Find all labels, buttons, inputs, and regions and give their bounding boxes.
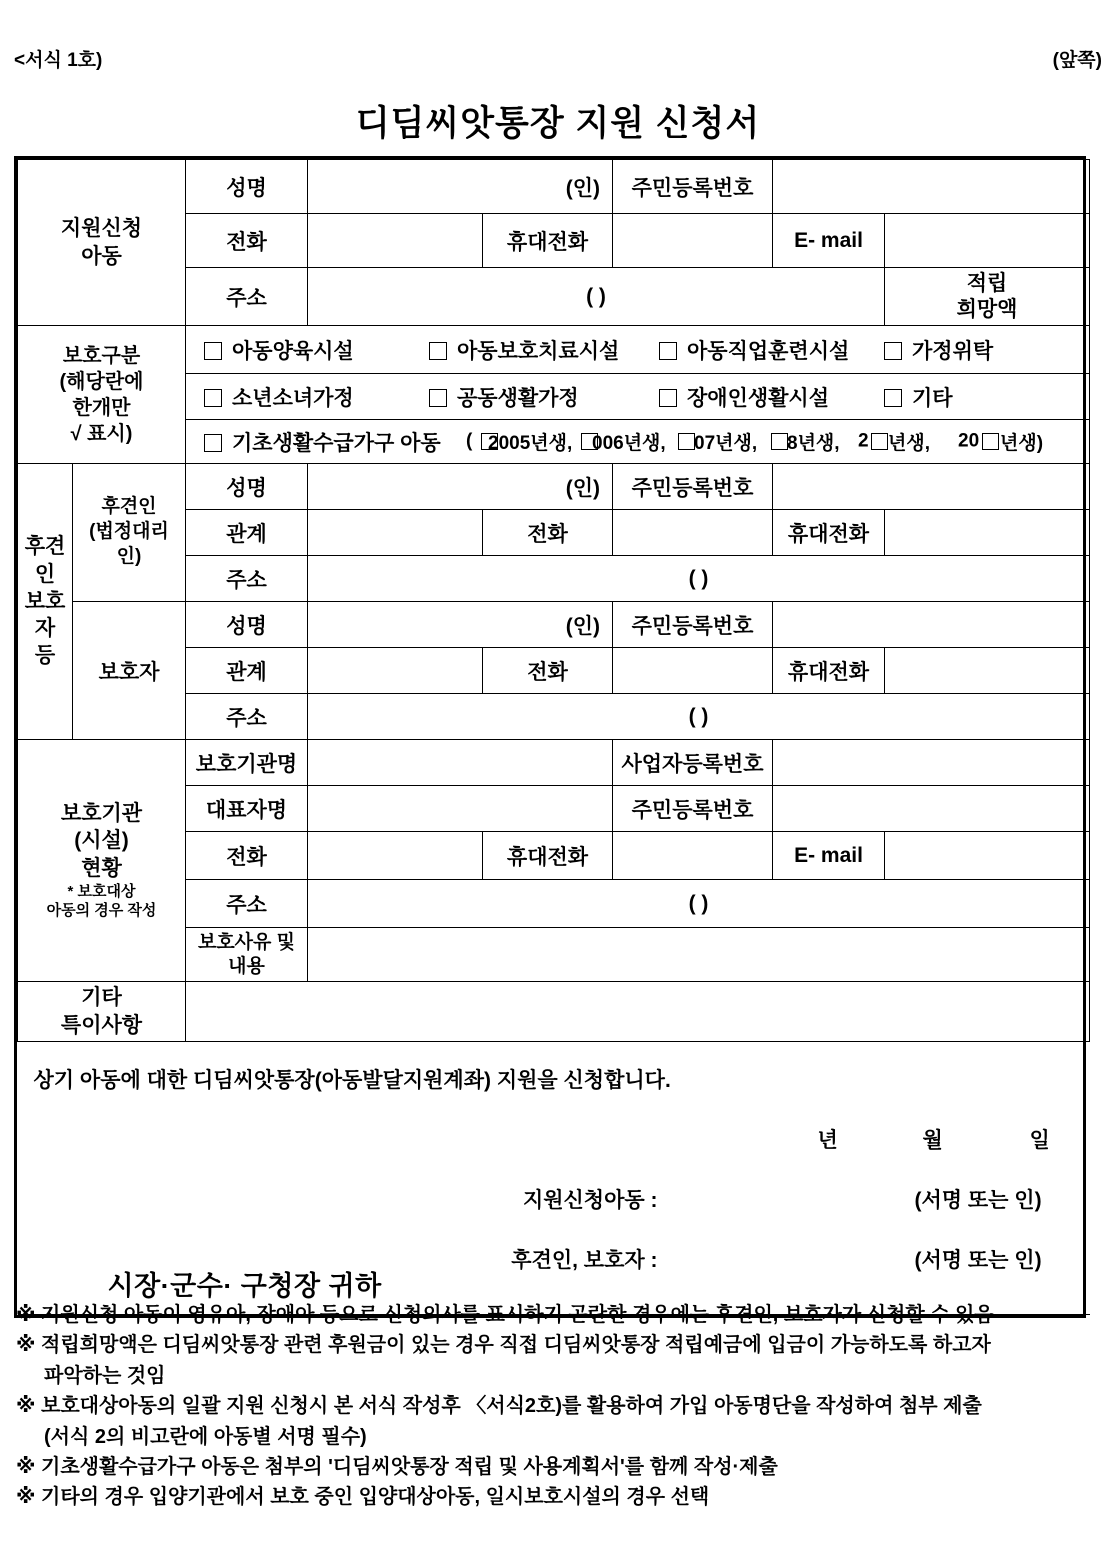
guardian-signature-note: (서명 또는 인) xyxy=(914,1249,1042,1272)
year-label-2005: 2005년생, xyxy=(488,433,573,454)
guardian-name-row xyxy=(18,464,1090,510)
checkbox-icon[interactable] xyxy=(204,389,222,407)
year-open-paren: ( xyxy=(466,430,473,452)
applicant-email-value[interactable] xyxy=(885,214,1090,268)
other-notes-label xyxy=(18,982,186,1042)
institution-name-value[interactable] xyxy=(308,740,613,786)
institution-reason-label xyxy=(186,928,308,982)
care-option-basic-livelihood-household[interactable] xyxy=(204,427,441,457)
declaration-recipient: 시장·군수· 구청장 귀하 xyxy=(107,1271,382,1301)
applicant-name-seal: (인) xyxy=(565,176,600,200)
institution-name-row xyxy=(18,740,1090,786)
year-label-2010: 년생) xyxy=(1000,433,1044,454)
guardian-name-label: 성명 xyxy=(186,464,308,510)
footnote-line: ※ 지원신청 아동이 영유아, 장애아 등으로 신청의사를 표시하기 곤란한 경우에는 후견인, 보호자가 신청할 수 있음 xyxy=(16,1304,994,1326)
other-notes-label-line2: 특이사항 xyxy=(60,1013,143,1037)
applicant-section-label-line2: 아동 xyxy=(81,244,122,268)
guardian-section-label xyxy=(18,464,73,740)
checkbox-icon-year-2010[interactable] xyxy=(982,433,999,450)
guardian-rrn-label: 주민등록번호 xyxy=(613,464,773,510)
footnotes xyxy=(16,1300,1102,1513)
guardian-section-label-line2: 보호자 xyxy=(24,589,66,641)
care-type-row1-items xyxy=(186,326,1089,373)
checkbox-icon-year-2007[interactable] xyxy=(678,433,695,450)
applicant-address-label: 주소 xyxy=(186,268,308,326)
year-label-2007: 07년생, xyxy=(694,433,758,454)
protector-mobile-value[interactable] xyxy=(885,648,1090,694)
checkbox-icon[interactable] xyxy=(884,342,902,360)
protector-name-row xyxy=(18,602,1090,648)
guardian-section-label-line3: 등 xyxy=(34,644,56,668)
form-number-tag: <서식 1호) xyxy=(14,50,103,71)
care-type-label-line4: √ 표시) xyxy=(70,422,133,445)
protector-phone-value[interactable] xyxy=(613,648,773,694)
page-side-tag: (앞쪽) xyxy=(1052,50,1102,71)
protector-address-value[interactable] xyxy=(308,694,1090,740)
footnote-line: (서식 2의 비고란에 아동별 서명 필수) xyxy=(44,1425,367,1448)
page-title: 디딤씨앗통장 지원 신청서 xyxy=(355,104,761,143)
protector-name-seal: (인) xyxy=(565,614,600,638)
care-type-section-label xyxy=(18,326,186,464)
applicant-mobile-value[interactable] xyxy=(613,214,773,268)
institution-email-value[interactable] xyxy=(885,832,1090,880)
institution-rep-value[interactable] xyxy=(308,786,613,832)
protector-name-label: 성명 xyxy=(186,602,308,648)
year-prefix-2010: 20 xyxy=(958,430,980,452)
care-type-options-row-1 xyxy=(186,326,1090,374)
checkbox-icon[interactable] xyxy=(204,434,222,452)
guardian-relation-label: 관계 xyxy=(186,510,308,556)
care-type-row2-items xyxy=(186,374,1089,419)
checkbox-icon-year-2008[interactable] xyxy=(771,433,788,450)
checkbox-icon[interactable] xyxy=(429,342,447,360)
guardian-sub-label-line1: 후견인 xyxy=(101,496,157,518)
protector-phone-label: 전화 xyxy=(483,648,613,694)
applicant-section-label-line1: 지원신청 xyxy=(60,217,143,241)
institution-reason-value[interactable] xyxy=(308,928,1090,982)
institution-note-line2: 아동의 경우 작성 xyxy=(46,902,157,920)
applicant-signature-label: 지원신청아동 : xyxy=(522,1189,658,1212)
year-prefix-2009: 2 xyxy=(858,430,869,452)
guardian-name-value[interactable] xyxy=(308,464,613,510)
institution-note-line1: * 보호대상 xyxy=(67,882,136,900)
applicant-mobile-label: 휴대전화 xyxy=(483,214,613,268)
guardian-relation-value[interactable] xyxy=(308,510,483,556)
care-option-child-vocational-training[interactable] xyxy=(659,335,849,365)
institution-address-label: 주소 xyxy=(186,880,308,928)
care-type-label-line1: 보호구분 xyxy=(62,344,141,367)
guardian-name-seal: (인) xyxy=(565,476,600,500)
care-option-label: 기초생활수급가구 아동 xyxy=(232,431,441,455)
checkbox-icon[interactable] xyxy=(659,389,677,407)
care-option-boy-girl-household[interactable] xyxy=(204,382,354,412)
care-type-options-row-3 xyxy=(186,420,1090,464)
guardian-sub-label-line2: (법정대리인) xyxy=(89,521,169,567)
footnote-line: 파악하는 것임 xyxy=(44,1364,166,1387)
protector-subsection-label: 보호자 xyxy=(73,602,186,740)
date-day-label: 일 xyxy=(1029,1129,1050,1152)
date-month-label: 월 xyxy=(922,1129,943,1152)
institution-mobile-value[interactable] xyxy=(613,832,773,880)
care-type-options-row-2 xyxy=(186,374,1090,420)
date-year-label: 년 xyxy=(817,1129,838,1152)
care-type-label-line3: 한개만 xyxy=(72,396,131,419)
care-option-other[interactable] xyxy=(884,382,953,412)
footnote-line: ※ 보호대상아동의 일괄 지원 신청시 본 서식 작성후 〈서식2호)를 활용하여 가입 아동명단을 작성하여 첨부 제출 xyxy=(16,1395,982,1418)
institution-biz-reg-label: 사업자등록번호 xyxy=(613,740,773,786)
care-option-label: 소년소녀가정 xyxy=(232,386,354,410)
protector-mobile-label: 휴대전화 xyxy=(773,648,885,694)
institution-mobile-label: 휴대전화 xyxy=(483,832,613,880)
guardian-rrn-value[interactable] xyxy=(773,464,1090,510)
applicant-address-paren: ( ) xyxy=(586,284,606,308)
footnote-line: ※ 기타의 경우 입양기관에서 보호 중인 입양대상아동, 일시보호시설의 경우 선택 xyxy=(16,1486,710,1509)
footnote-line: ※ 적립희망액은 디딤씨앗통장 관련 후원금이 있는 경우 직접 디딤씨앗통장 적립예금에 입금이 가능하도록 하고자 xyxy=(16,1334,991,1357)
footnote-line: ※ 기초생활수급가구 아동은 첨부의 '디딤씨앗통장 적립 및 사용계획서'를 함께 작성·제출 xyxy=(16,1455,778,1478)
institution-reason-label-line1: 보호사유 및 xyxy=(197,931,296,953)
applicant-savings-label-line2: 희망액 xyxy=(956,297,1018,321)
declaration-cell xyxy=(18,1042,1090,1315)
applicant-savings-label-line1: 적립 xyxy=(966,272,1008,296)
checkbox-icon[interactable] xyxy=(429,389,447,407)
institution-section-label xyxy=(18,740,186,982)
care-option-label: 아동양육시설 xyxy=(232,339,354,363)
guardian-phone-label: 전화 xyxy=(483,510,613,556)
institution-phone-value[interactable] xyxy=(308,832,483,880)
guardian-address-label: 주소 xyxy=(186,556,308,602)
guardian-mobile-label: 휴대전화 xyxy=(773,510,885,556)
guardian-address-value[interactable] xyxy=(308,556,1090,602)
guardian-phone-value[interactable] xyxy=(613,510,773,556)
institution-name-label: 보호기관명 xyxy=(186,740,308,786)
institution-rrn-label: 주민등록번호 xyxy=(613,786,773,832)
care-option-label: 아동보호치료시설 xyxy=(457,339,620,363)
applicant-rrn-label: 주민등록번호 xyxy=(613,160,773,214)
care-option-group-home[interactable] xyxy=(429,382,579,412)
institution-rrn-value[interactable] xyxy=(773,786,1090,832)
declaration-statement: 상기 아동에 대한 디딤씨앗통장(아동발달지원계좌) 지원을 신청합니다. xyxy=(33,1069,671,1092)
care-option-label: 아동직업훈련시설 xyxy=(687,339,850,363)
applicant-rrn-value[interactable] xyxy=(773,160,1090,214)
care-option-label: 기타 xyxy=(912,386,953,410)
year-label-2009: 년생, xyxy=(888,433,930,454)
applicant-savings-label xyxy=(885,268,1090,326)
other-notes-label-line1: 기타 xyxy=(81,986,122,1010)
applicant-signature-note: (서명 또는 인) xyxy=(914,1189,1042,1212)
protector-rrn-label: 주민등록번호 xyxy=(613,602,773,648)
applicant-name-row xyxy=(18,160,1090,214)
care-type-row3-items xyxy=(186,420,1089,463)
institution-address-value[interactable] xyxy=(308,880,1090,928)
institution-label-line1: 보호기관 xyxy=(60,802,143,826)
care-option-label: 가정위탁 xyxy=(912,339,994,363)
care-option-child-care-facility[interactable] xyxy=(204,335,354,365)
institution-biz-reg-value[interactable] xyxy=(773,740,1090,786)
protector-address-paren: ( ) xyxy=(688,704,709,728)
checkbox-icon[interactable] xyxy=(659,342,677,360)
checkbox-icon[interactable] xyxy=(204,342,222,360)
institution-label-line3: 현황 xyxy=(81,856,122,880)
applicant-email-label: E- mail xyxy=(773,214,885,268)
protector-name-value[interactable] xyxy=(308,602,613,648)
guardian-address-paren: ( ) xyxy=(688,566,709,590)
checkbox-icon[interactable] xyxy=(884,389,902,407)
page-header xyxy=(14,45,1102,71)
care-option-disabled-living-facility[interactable] xyxy=(659,382,829,412)
applicant-name-value[interactable] xyxy=(308,160,613,214)
other-notes-row xyxy=(18,982,1090,1042)
institution-rep-label: 대표자명 xyxy=(186,786,308,832)
protector-address-label: 주소 xyxy=(186,694,308,740)
applicant-address-value[interactable] xyxy=(308,268,885,326)
care-type-label-line2: (해당란에 xyxy=(59,370,144,393)
applicant-name-label: 성명 xyxy=(186,160,308,214)
institution-phone-label: 전화 xyxy=(186,832,308,880)
checkbox-icon-year-2009[interactable] xyxy=(871,433,888,450)
guardian-section-label-line1: 후견인 xyxy=(24,535,66,586)
care-type-row-1 xyxy=(18,326,1090,374)
care-option-label: 장애인생활시설 xyxy=(687,386,830,410)
institution-address-paren: ( ) xyxy=(688,891,709,915)
declaration-row xyxy=(18,1042,1090,1315)
form-table-frame xyxy=(14,156,1086,1318)
care-option-child-protection-treatment[interactable] xyxy=(429,335,619,365)
applicant-phone-label: 전화 xyxy=(186,214,308,268)
applicant-phone-value[interactable] xyxy=(308,214,483,268)
year-label-2006: 006년생, xyxy=(592,433,666,454)
institution-email-label: E- mail xyxy=(773,832,885,880)
care-option-label: 공동생활가정 xyxy=(457,386,579,410)
guardian-subsection-label xyxy=(73,464,186,602)
form-table xyxy=(17,159,1090,1315)
protector-relation-label: 관계 xyxy=(186,648,308,694)
institution-label-line2: (시설) xyxy=(74,829,129,853)
applicant-section-label xyxy=(18,160,186,326)
year-label-2008: 8년생, xyxy=(787,433,840,454)
other-notes-value[interactable] xyxy=(186,982,1090,1042)
declaration-block xyxy=(18,1042,1090,1314)
guardian-mobile-value[interactable] xyxy=(885,510,1090,556)
protector-relation-value[interactable] xyxy=(308,648,483,694)
protector-rrn-value[interactable] xyxy=(773,602,1090,648)
institution-reason-label-line2: 내용 xyxy=(228,955,265,977)
guardian-signature-label: 후견인, 보호자 : xyxy=(511,1249,658,1272)
care-option-foster-home[interactable] xyxy=(884,335,993,365)
